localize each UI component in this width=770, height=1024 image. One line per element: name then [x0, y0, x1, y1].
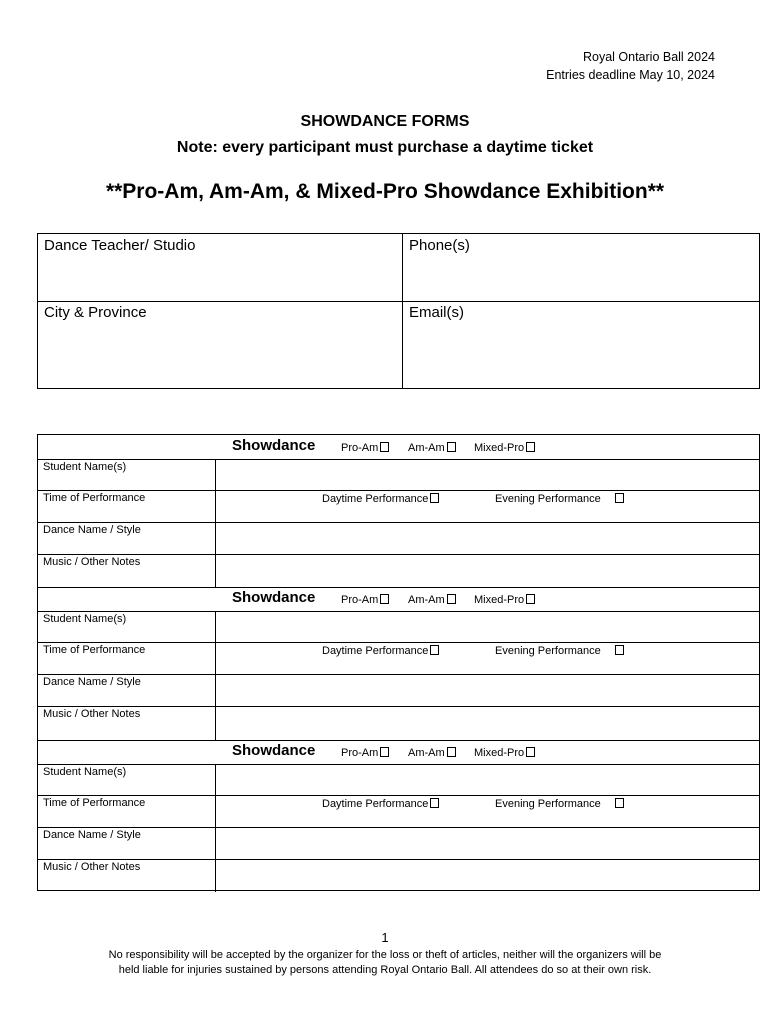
showdance-heading: Showdance	[232, 437, 316, 454]
category-label: Am-Am	[408, 442, 445, 454]
field-input[interactable]	[216, 707, 759, 739]
checkbox-icon[interactable]	[430, 798, 439, 808]
category-option-pro-am[interactable]	[341, 747, 389, 759]
field-label: Student Name(s)	[43, 765, 127, 778]
field-label: Dance Name / Style	[43, 828, 141, 841]
daytime-label: Daytime Performance	[322, 493, 429, 505]
category-label: Pro-Am	[341, 594, 379, 607]
daytime-performance-option[interactable]	[322, 645, 439, 657]
showdance-heading: Showdance	[232, 741, 316, 759]
checkbox-icon[interactable]	[526, 442, 535, 452]
field-label: Dance Name / Style	[43, 676, 141, 689]
showdance-table	[37, 434, 760, 891]
category-label: Pro-Am	[341, 442, 379, 454]
evening-performance-option[interactable]	[495, 645, 624, 657]
field-label: Time of Performance	[43, 796, 146, 809]
field-label: Music / Other Notes	[43, 860, 141, 873]
category-option-mixed-pro[interactable]	[474, 442, 535, 454]
field-label: Student Name(s)	[43, 461, 127, 473]
category-option-pro-am[interactable]	[341, 594, 389, 606]
category-option-am-am[interactable]	[408, 442, 456, 454]
disclaimer-line-2: held liable for injuries sustained by persons attending Royal Ontario Ball. All attendees do so at their own risk.	[118, 964, 652, 976]
daytime-performance-option[interactable]	[322, 798, 439, 810]
field-input[interactable]	[216, 765, 759, 795]
field-label: Student Name(s)	[43, 613, 127, 626]
field-input[interactable]	[216, 612, 759, 642]
entries-deadline: Entries deadline May 10, 2024	[546, 68, 715, 82]
daytime-label: Daytime Performance	[322, 797, 429, 810]
checkbox-icon[interactable]	[615, 798, 624, 808]
evening-performance-option[interactable]	[495, 798, 624, 810]
daytime-label: Daytime Performance	[322, 645, 429, 658]
disclaimer-line-1: No responsibility will be accepted by the organizer for the loss or theft of articles, neither will the organizers will be	[108, 949, 662, 961]
category-label: Am-Am	[408, 594, 445, 607]
event-title: Royal Ontario Ball 2024	[582, 50, 715, 64]
field-label: Time of Performance	[43, 492, 146, 504]
category-label: Mixed-Pro	[474, 442, 525, 454]
field-input[interactable]	[216, 555, 759, 587]
section-divider	[38, 587, 759, 588]
checkbox-icon[interactable]	[380, 594, 389, 604]
contact-divider-horizontal	[38, 301, 759, 302]
evening-performance-option[interactable]	[495, 493, 624, 505]
daytime-performance-option[interactable]	[322, 493, 439, 505]
field-input[interactable]	[216, 796, 759, 827]
evening-label: Evening Performance	[495, 797, 601, 810]
category-option-pro-am[interactable]	[341, 442, 389, 454]
field-input[interactable]	[216, 643, 759, 674]
checkbox-icon[interactable]	[615, 645, 624, 655]
field-input[interactable]	[216, 675, 759, 706]
checkbox-icon[interactable]	[615, 493, 624, 503]
phone-field[interactable]: Phone(s)	[409, 237, 470, 254]
category-option-mixed-pro[interactable]	[474, 594, 535, 606]
teacher-studio-field[interactable]: Dance Teacher/ Studio	[44, 237, 196, 254]
category-option-mixed-pro[interactable]	[474, 747, 535, 759]
evening-label: Evening Performance	[495, 493, 601, 505]
checkbox-icon[interactable]	[526, 594, 535, 604]
field-label: Music / Other Notes	[43, 708, 141, 721]
checkbox-icon[interactable]	[526, 747, 535, 757]
ticket-note: Note: every participant must purchase a daytime ticket	[176, 139, 594, 156]
checkbox-icon[interactable]	[430, 493, 439, 503]
category-label: Pro-Am	[341, 746, 379, 759]
field-label: Dance Name / Style	[43, 524, 141, 536]
field-input[interactable]	[216, 828, 759, 859]
category-option-am-am[interactable]	[408, 594, 456, 606]
checkbox-icon[interactable]	[380, 442, 389, 452]
page-number: 1	[381, 930, 389, 945]
contact-table	[37, 233, 760, 389]
contact-divider-vertical	[402, 234, 403, 388]
checkbox-icon[interactable]	[380, 747, 389, 757]
city-province-field[interactable]: City & Province	[44, 304, 147, 321]
field-label: Music / Other Notes	[43, 556, 141, 568]
exhibition-title: **Pro-Am, Am-Am, & Mixed-Pro Showdance Exhibition**	[105, 180, 665, 203]
field-label: Time of Performance	[43, 644, 146, 657]
category-label: Am-Am	[408, 746, 445, 759]
evening-label: Evening Performance	[495, 645, 601, 658]
checkbox-icon[interactable]	[447, 442, 456, 452]
email-field[interactable]: Email(s)	[409, 304, 464, 321]
checkbox-icon[interactable]	[447, 747, 456, 757]
field-input[interactable]	[216, 460, 759, 490]
section-divider	[38, 740, 759, 741]
field-input[interactable]	[216, 523, 759, 554]
forms-title: SHOWDANCE FORMS	[300, 113, 470, 130]
showdance-heading: Showdance	[232, 589, 316, 607]
checkbox-icon[interactable]	[430, 645, 439, 655]
field-input[interactable]	[216, 860, 759, 892]
category-label: Mixed-Pro	[474, 746, 525, 759]
category-option-am-am[interactable]	[408, 747, 456, 759]
checkbox-icon[interactable]	[447, 594, 456, 604]
field-input[interactable]	[216, 491, 759, 522]
category-label: Mixed-Pro	[474, 594, 525, 607]
